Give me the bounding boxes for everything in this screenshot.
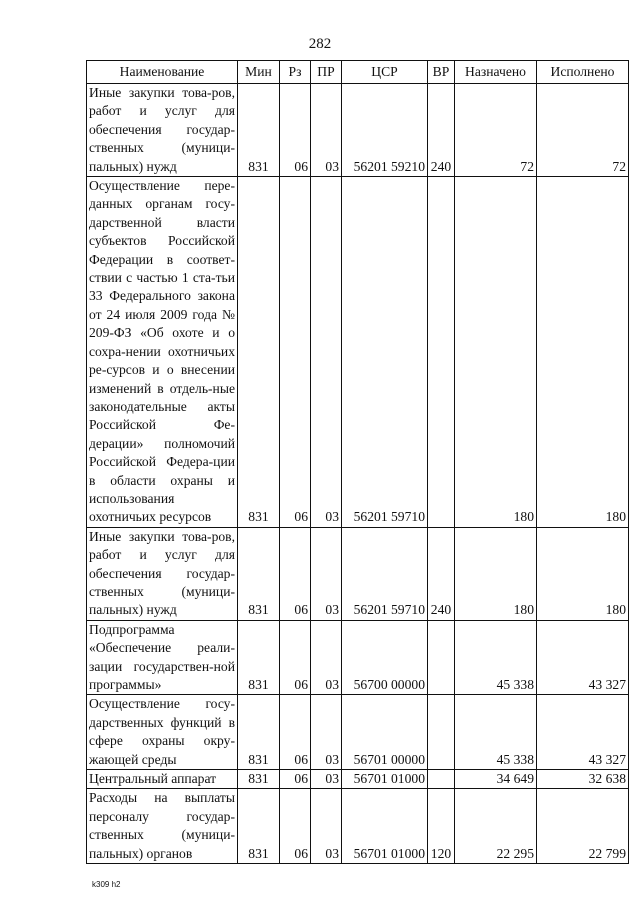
row-executed: 22 799 <box>537 789 629 864</box>
row-min: 831 <box>238 527 280 620</box>
table-row <box>87 695 629 770</box>
row-min: 831 <box>238 695 280 770</box>
row-min: 831 <box>238 789 280 864</box>
table-row <box>87 789 629 864</box>
row-assigned: 22 295 <box>455 789 537 864</box>
row-rz: 06 <box>280 789 311 864</box>
row-executed: 43 327 <box>537 695 629 770</box>
row-name: Центральный аппарат <box>87 770 238 789</box>
row-executed: 72 <box>537 84 629 177</box>
table-row <box>87 177 629 528</box>
row-csr: 56201 59210 <box>342 84 428 177</box>
row-csr: 56700 00000 <box>342 620 428 695</box>
row-name: Подпрограмма «Обеспечение реали-зации государствен-ной программы» <box>87 620 238 695</box>
row-pr: 03 <box>311 527 342 620</box>
row-rz: 06 <box>280 84 311 177</box>
header-name: Наименование <box>87 61 238 84</box>
row-executed: 180 <box>537 527 629 620</box>
row-vr: 120 <box>428 789 455 864</box>
row-assigned: 180 <box>455 527 537 620</box>
row-pr: 03 <box>311 770 342 789</box>
row-vr: 240 <box>428 84 455 177</box>
row-name: Осуществление госу-дарственных функций в сфере охраны окру-жающей среды <box>87 695 238 770</box>
row-assigned: 180 <box>455 177 537 528</box>
table-row <box>87 620 629 695</box>
row-pr: 03 <box>311 177 342 528</box>
row-assigned: 45 338 <box>455 695 537 770</box>
row-csr: 56701 01000 <box>342 789 428 864</box>
row-executed: 43 327 <box>537 620 629 695</box>
row-rz: 06 <box>280 620 311 695</box>
row-csr: 56701 00000 <box>342 695 428 770</box>
row-executed: 180 <box>537 177 629 528</box>
header-min: Мин <box>238 61 280 84</box>
row-rz: 06 <box>280 770 311 789</box>
row-assigned: 34 649 <box>455 770 537 789</box>
row-min: 831 <box>238 770 280 789</box>
row-name: Иные закупки това-ров, работ и услуг для обеспечения государ-ственных (муници-пальных) нужд <box>87 84 238 177</box>
footer-code: k309 h2 <box>92 880 121 889</box>
row-pr: 03 <box>311 620 342 695</box>
budget-table <box>86 60 629 864</box>
row-assigned: 72 <box>455 84 537 177</box>
row-min: 831 <box>238 620 280 695</box>
table-row <box>87 527 629 620</box>
row-rz: 06 <box>280 695 311 770</box>
header-csr: ЦСР <box>342 61 428 84</box>
row-min: 831 <box>238 177 280 528</box>
header-pr: ПР <box>311 61 342 84</box>
row-csr: 56701 01000 <box>342 770 428 789</box>
header-executed: Исполнено <box>537 61 629 84</box>
row-executed: 32 638 <box>537 770 629 789</box>
row-pr: 03 <box>311 789 342 864</box>
table-header-row <box>87 61 629 84</box>
header-assigned: Назначено <box>455 61 537 84</box>
row-name: Осуществление пере-данных органам госу-дарственной власти субъектов Российской Федерации в соответ-ствии с частью 1 ста-тьи 33 Федерального закона от 24 июля 2009 года № 209-ФЗ «Об охоте и о сохра-нении охотничьих ре-сурсов и о внесении изменений в отдель-ные законодательные акты Российской Фе-дерации» полномочий Российской Федера-ции в области охраны и использования охотничьих ресурсов <box>87 177 238 528</box>
header-rz: Рз <box>280 61 311 84</box>
page-number: 282 <box>308 36 332 52</box>
row-rz: 06 <box>280 527 311 620</box>
header-vr: ВР <box>428 61 455 84</box>
row-vr <box>428 620 455 695</box>
row-csr: 56201 59710 <box>342 177 428 528</box>
row-vr: 240 <box>428 527 455 620</box>
row-vr <box>428 177 455 528</box>
row-min: 831 <box>238 84 280 177</box>
row-vr <box>428 695 455 770</box>
row-name: Расходы на выплаты персоналу государ-ственных (муници-пальных) органов <box>87 789 238 864</box>
row-rz: 06 <box>280 177 311 528</box>
table-row <box>87 770 629 789</box>
row-vr <box>428 770 455 789</box>
row-csr: 56201 59710 <box>342 527 428 620</box>
row-assigned: 45 338 <box>455 620 537 695</box>
table-row <box>87 84 629 177</box>
row-pr: 03 <box>311 84 342 177</box>
row-name: Иные закупки това-ров, работ и услуг для обеспечения государ-ственных (муници-пальных) нужд <box>87 527 238 620</box>
row-pr: 03 <box>311 695 342 770</box>
